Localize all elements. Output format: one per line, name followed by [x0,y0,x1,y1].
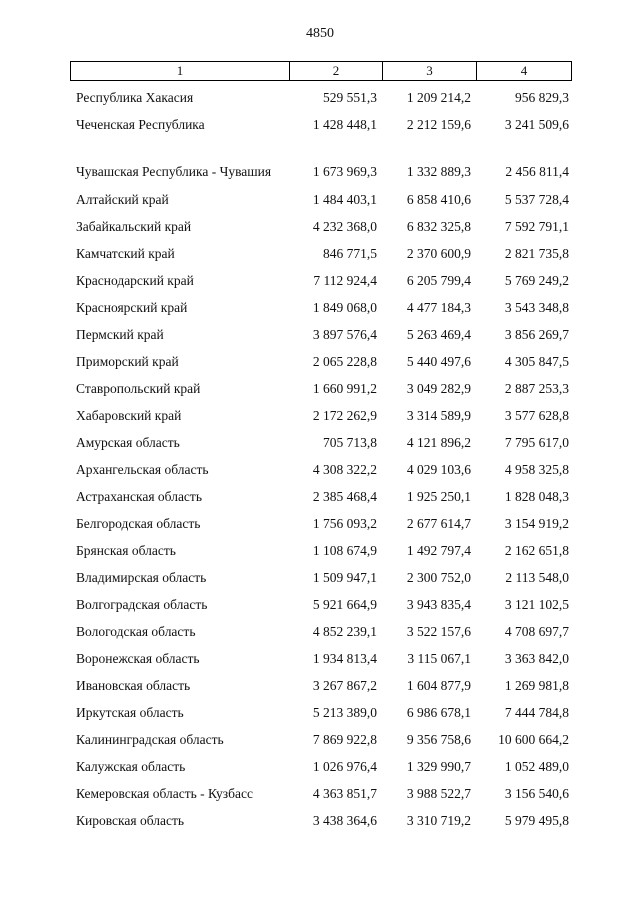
value-cell-col-4: 3 156 540,6 [504,785,569,801]
value-cell-col-4: 1 269 981,8 [504,677,569,693]
table-row [70,537,572,564]
value-cell-col-4: 2 821 735,8 [504,245,569,261]
region-name-cell: Воронежская область [76,651,200,666]
column-header-2: 2 [290,62,383,80]
region-name-cell: Вологодская область [76,624,196,639]
value-cell-col-3: 3 943 835,4 [406,596,471,612]
table-row [70,294,572,321]
table-row [70,213,572,240]
column-header-4: 4 [520,63,528,78]
value-cell-col-3: 6 205 799,4 [406,272,471,288]
value-cell-col-3: 3 314 589,9 [406,407,471,423]
value-cell-col-4: 4 305 847,5 [504,353,569,369]
value-cell-col-3: 2 677 614,7 [406,515,471,531]
table-row [70,726,572,753]
region-name-cell: Забайкальский край [76,219,192,234]
value-cell-col-2: 1 673 969,3 [312,164,377,179]
table-body [70,84,572,834]
value-cell-col-3: 5 440 497,6 [406,353,471,369]
value-cell-col-2: 4 363 851,7 [312,785,377,801]
region-name-cell: Чувашская Республика - Чувашия [76,164,272,179]
table-row [70,780,572,807]
value-cell-col-3: 1 604 877,9 [406,677,471,693]
table-row [70,240,572,267]
value-cell-col-3: 3 988 522,7 [406,785,471,801]
value-cell-col-4: 1 052 489,0 [504,758,569,774]
region-name-cell: Волгоградская область [76,597,208,612]
value-cell-col-4: 4 708 697,7 [504,623,569,639]
value-cell-col-3: 3 310 719,2 [406,812,471,828]
value-cell-col-2: 1 660 991,2 [312,380,377,396]
region-name-cell: Владимирская область [76,570,207,585]
value-cell-col-2: 4 852 239,1 [312,623,377,639]
region-name-cell: Калужская область [76,759,186,774]
value-cell-col-2: 3 267 867,2 [312,677,377,693]
value-cell-col-4: 2 456 811,4 [505,164,569,179]
region-name-cell: Астраханская область [76,489,202,504]
value-cell-col-4: 7 592 791,1 [504,218,569,234]
region-name-cell: Алтайский край [76,192,169,207]
region-name-cell: Ставропольский край [76,381,201,396]
value-cell-col-2: 7 869 922,8 [312,731,377,747]
region-name-cell: Камчатский край [76,246,175,261]
value-cell-col-2: 7 112 924,4 [313,272,377,288]
value-cell-col-3: 4 121 896,2 [406,434,471,450]
region-name-cell: Хабаровский край [76,408,182,423]
value-cell-col-3: 6 858 410,6 [406,191,471,207]
value-cell-col-4: 2 162 651,8 [504,542,569,558]
region-name-cell: Ивановская область [76,678,191,693]
value-cell-col-4: 3 577 628,8 [504,407,569,423]
value-cell-col-3: 9 356 758,6 [406,731,471,747]
table-row [70,672,572,699]
table-row [70,618,572,645]
value-cell-col-2: 4 232 368,0 [312,218,377,234]
value-cell-col-4: 3 121 102,5 [504,596,569,612]
value-cell-col-3: 1 925 250,1 [406,488,471,504]
column-header-1: 1 [71,62,290,80]
value-cell-col-2: 5 921 664,9 [312,596,377,612]
table-row [70,111,572,138]
value-cell-col-4: 2 113 548,0 [505,569,569,585]
value-cell-col-3: 1 492 797,4 [406,542,471,558]
value-cell-col-3: 1 329 990,7 [406,758,471,774]
value-cell-col-4: 7 444 784,8 [504,704,569,720]
value-cell-col-4: 2 887 253,3 [504,380,569,396]
value-cell-col-3: 2 300 752,0 [406,569,471,585]
value-cell-col-3: 2 370 600,9 [406,245,471,261]
page-number: 4850 [306,26,334,41]
value-cell-col-2: 2 385 468,4 [312,488,377,504]
table-row [70,807,572,834]
value-cell-col-2: 1 428 448,1 [312,116,377,132]
value-cell-col-2: 4 308 322,2 [312,461,377,477]
value-cell-col-2: 1 484 403,1 [312,191,377,207]
table-row [70,429,572,456]
table-row [70,186,572,213]
table-row [70,591,572,618]
value-cell-col-3: 6 986 678,1 [406,704,471,720]
region-name-cell: Белгородская область [76,516,201,531]
value-cell-col-2: 3 897 576,4 [312,326,377,342]
table-row [70,348,572,375]
value-cell-col-4: 5 979 495,8 [504,812,569,828]
value-cell-col-4: 3 856 269,7 [504,326,569,342]
value-cell-col-2: 1 026 976,4 [312,758,377,774]
region-name-cell: Кировская область [76,813,185,828]
region-name-cell: Архангельская область [76,462,209,477]
table-row [70,753,572,780]
region-name-cell: Красноярский край [76,300,188,315]
table-row [70,456,572,483]
table-row [70,510,572,537]
value-cell-col-4: 3 363 842,0 [504,650,569,666]
value-cell-col-3: 3 522 157,6 [406,623,471,639]
value-cell-col-2: 1 108 674,9 [312,542,377,558]
region-name-cell: Амурская область [76,435,180,450]
value-cell-col-3: 5 263 469,4 [406,326,471,342]
value-cell-col-4: 10 600 664,2 [498,731,569,747]
table-row [70,483,572,510]
value-cell-col-2: 1 849 068,0 [312,299,377,315]
table-row [70,402,572,429]
table-row [70,375,572,402]
value-cell-col-2: 3 438 364,6 [312,812,377,828]
value-cell-col-3: 3 049 282,9 [406,380,471,396]
region-name-cell: Чеченская Республика [76,117,205,132]
value-cell-col-2: 846 771,5 [323,245,377,261]
value-cell-col-2: 2 065 228,8 [312,353,377,369]
value-cell-col-2: 1 756 093,2 [312,515,377,531]
table-header [70,61,572,81]
value-cell-col-4: 3 154 919,2 [504,515,569,531]
table-row [70,267,572,294]
value-cell-col-3: 4 477 184,3 [406,299,471,315]
value-cell-col-2: 705 713,8 [323,434,377,450]
value-cell-col-3: 6 832 325,8 [406,218,471,234]
region-name-cell: Кемеровская область - Кузбасс [76,786,253,801]
value-cell-col-3: 2 212 159,6 [406,116,471,132]
value-cell-col-2: 5 213 389,0 [312,704,377,720]
value-cell-col-4: 4 958 325,8 [504,461,569,477]
value-cell-col-2: 1 509 947,1 [312,569,377,585]
value-cell-col-2: 2 172 262,9 [312,407,377,423]
value-cell-col-4: 7 795 617,0 [504,434,569,450]
table-row [70,699,572,726]
value-cell-col-2: 529 551,3 [323,89,377,105]
value-cell-col-3: 4 029 103,6 [406,461,471,477]
value-cell-col-4: 5 769 249,2 [504,272,569,288]
region-name-cell: Калининградская область [76,732,224,747]
value-cell-col-4: 3 241 509,6 [504,116,569,132]
region-name-cell: Пермский край [76,327,164,342]
region-name-cell: Иркутская область [76,705,184,720]
value-cell-col-4: 3 543 348,8 [504,299,569,315]
table-row [70,84,572,111]
table-row [70,321,572,348]
region-name-cell: Республика Хакасия [76,90,194,105]
value-cell-col-3: 1 332 889,3 [406,164,471,179]
region-name-cell: Краснодарский край [76,273,194,288]
table-row [70,645,572,672]
column-header-3: 3 [383,62,477,80]
value-cell-col-3: 3 115 067,1 [407,650,471,666]
value-cell-col-2: 1 934 813,4 [312,650,377,666]
value-cell-col-3: 1 209 214,2 [406,89,471,105]
value-cell-col-4: 956 829,3 [515,89,569,105]
region-name-cell: Приморский край [76,354,179,369]
table-row [70,138,572,186]
table-row [70,564,572,591]
value-cell-col-4: 5 537 728,4 [504,191,569,207]
region-name-cell: Брянская область [76,543,176,558]
value-cell-col-4: 1 828 048,3 [504,488,569,504]
